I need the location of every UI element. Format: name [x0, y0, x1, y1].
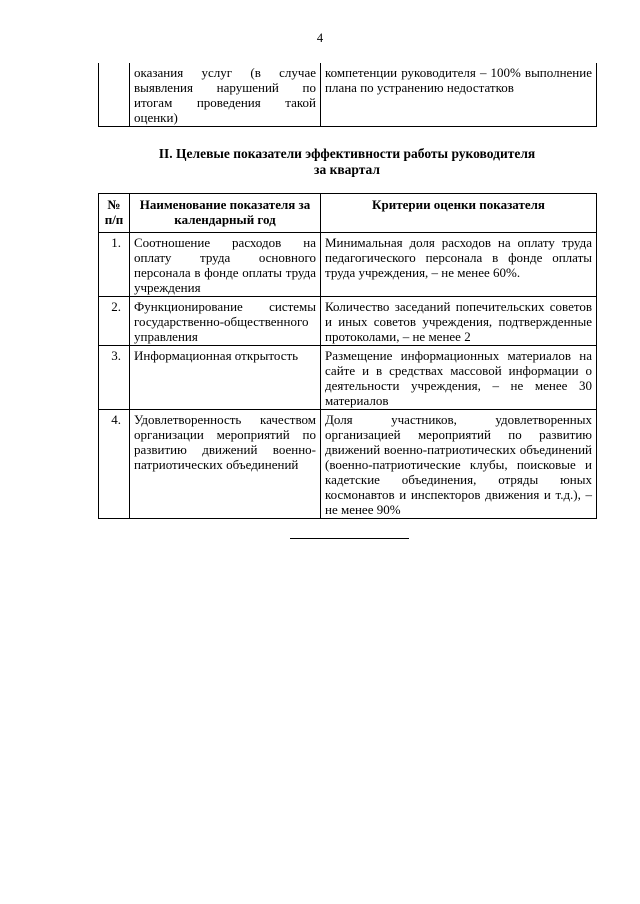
section-title-line-2: за квартал	[314, 162, 380, 177]
table-cell-num: 4.	[99, 410, 130, 519]
table-cell-criteria: Минимальная доля расходов на оплату труда педагогического персонала в фонде оплаты труда учреждения, – не менее 60%.	[321, 233, 597, 297]
table-cell-name: оказания услуг (в случае выявления нарушений по итогам проведения такой оценки)	[130, 63, 321, 127]
indicators-table	[98, 193, 597, 519]
table-cell-criteria: Количество заседаний попечительских советов и иных советов учреждения, подтвержденные протоколами, – не менее 2	[321, 297, 597, 346]
header-name: Наименование показателя за календарный год	[130, 194, 321, 233]
table-cell-name: Соотношение расходов на оплату труда основного персонала в фонде оплаты труда учреждения	[130, 233, 321, 297]
header-criteria: Критерии оценки показателя	[321, 194, 597, 233]
header-num: № п/п	[99, 194, 130, 233]
end-rule	[290, 538, 409, 539]
table-cell-num	[99, 63, 130, 127]
section-title-line-1: II. Целевые показатели эффективности работы руководителя	[158, 146, 536, 161]
continuation-table	[98, 63, 597, 127]
table-row	[99, 63, 597, 127]
table-row	[99, 410, 597, 519]
table-cell-num: 3.	[99, 346, 130, 410]
table-cell-num: 2.	[99, 297, 130, 346]
table-cell-criteria: Доля участников, удовлетворенных организацией мероприятий по развитию движений военно-патриотических объединений (военно-патриотические клубы, поисковые и кадетские объединения, отряды юных космонавтов и инспекторов движения и т.д.), – не менее 90%	[321, 410, 597, 519]
table-header-row	[99, 194, 597, 233]
table-row	[99, 346, 597, 410]
table-cell-name: Функционирование системы государственно-общественного управления	[130, 297, 321, 346]
table-cell-name: Информационная открытость	[130, 346, 321, 410]
table-cell-name: Удовлетворенность качеством организации мероприятий по развитию движений военно-патриотических объединений	[130, 410, 321, 519]
table-cell-criteria: компетенции руководителя – 100% выполнение плана по устранению недостатков	[321, 63, 597, 127]
section-title	[98, 146, 596, 178]
page-number: 4	[316, 31, 324, 45]
table-cell-num: 1.	[99, 233, 130, 297]
table-row	[99, 233, 597, 297]
table-cell-criteria: Размещение информационных материалов на сайте и в средствах массовой информации о деятельности учреждения, – не менее 30 материалов	[321, 346, 597, 410]
table-row	[99, 297, 597, 346]
